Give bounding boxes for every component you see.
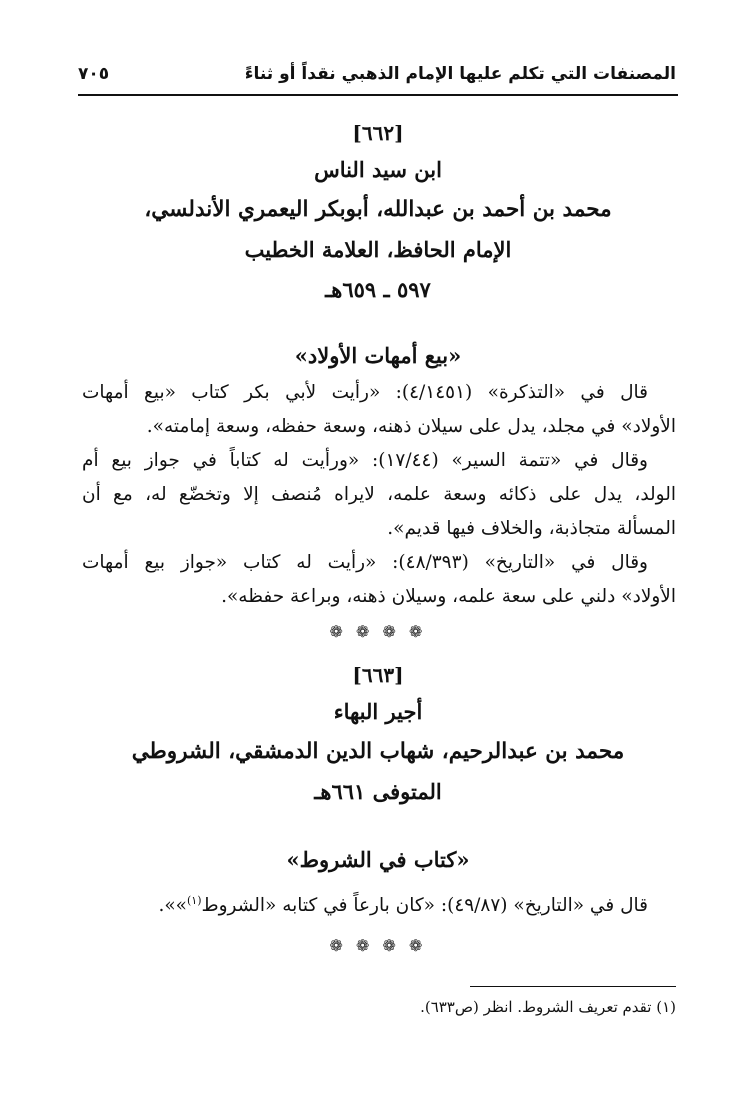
entry-short-name: أجير البهاء	[333, 699, 423, 724]
section-ornament: ❁ ❁ ❁ ❁	[329, 622, 427, 641]
entry-662-heading	[80, 116, 676, 310]
footnote-text: تقدم تعريف الشروط. انظر (ص٦٣٣).	[420, 998, 652, 1016]
text-line: وقال في «تتمة السير» (١٧/٤٤): «ورأيت له كتاباً في جواز بيع أم	[82, 450, 648, 471]
text-line: الأولاد» في مجلد، يدل على سيلان ذهنه، وسعة حفظه، وسعة إمامته».	[146, 416, 676, 437]
section-ornament: ❁ ❁ ❁ ❁	[329, 936, 427, 955]
text-line	[82, 884, 676, 918]
page-number: ٧٠٥	[78, 64, 110, 84]
text-line: الأولاد» دلني على سعة علمه، وسيلان ذهنه، وبراعة حفظه».	[221, 586, 676, 607]
entry-number: [٦٦٢]	[352, 121, 404, 145]
running-head	[78, 62, 676, 92]
text-line: وقال في «التاريخ» (٤٨/٣٩٣): «رأيت له كتاب «جواز بيع أمهات	[82, 552, 648, 573]
quote-end: »».	[158, 895, 187, 917]
entry-titles: الإمام الحافظ، العلامة الخطيب	[244, 237, 512, 262]
quote-paragraph	[82, 376, 676, 444]
footnote-marker: (١)	[656, 998, 676, 1016]
footnote-ref: (١)	[186, 894, 202, 907]
quote-paragraph	[82, 546, 676, 614]
quote-text: قال في «التاريخ» (٤٩/٨٧): «كان بارعاً في كتابه «الشروط	[201, 895, 648, 917]
header-rule	[78, 94, 678, 96]
book-title: «بيع أمهات الأولاد»	[294, 343, 462, 368]
footnote-rule	[470, 986, 676, 987]
text-line: الولد، يدل على ذكائه وسعة علمه، لايراه مُنصف إلا وتخضّع له، مع أن	[82, 484, 676, 505]
text-line: قال في «التذكرة» (٤/١٤٥١): «رأيت لأبي بكر كتاب «بيع أمهات	[82, 382, 648, 403]
entry-short-name: ابن سيد الناس	[314, 157, 442, 182]
quote-paragraph	[82, 884, 676, 918]
entry-number: [٦٦٣]	[352, 663, 404, 687]
book-title: «كتاب في الشروط»	[286, 847, 470, 872]
running-head-title: المصنفات التي تكلم عليها الإمام الذهبي نقداً أو ثناءً	[244, 64, 676, 84]
entry-full-name: محمد بن عبدالرحيم، شهاب الدين الدمشقي، الشروطي	[131, 739, 625, 764]
quote-paragraph	[82, 444, 676, 546]
entry-dates: ٥٩٧ ـ ٦٥٩هـ	[325, 277, 431, 302]
footnote	[420, 998, 676, 1016]
entry-full-name: محمد بن أحمد بن عبدالله، أبوبكر اليعمري الأندلسي،	[144, 197, 612, 222]
entry-663-heading	[80, 658, 676, 812]
entry-dates: المتوفى ٦٦١هـ	[314, 779, 442, 804]
text-line: المسألة متجاذبة، والخلاف فيها قديم».	[387, 518, 676, 539]
